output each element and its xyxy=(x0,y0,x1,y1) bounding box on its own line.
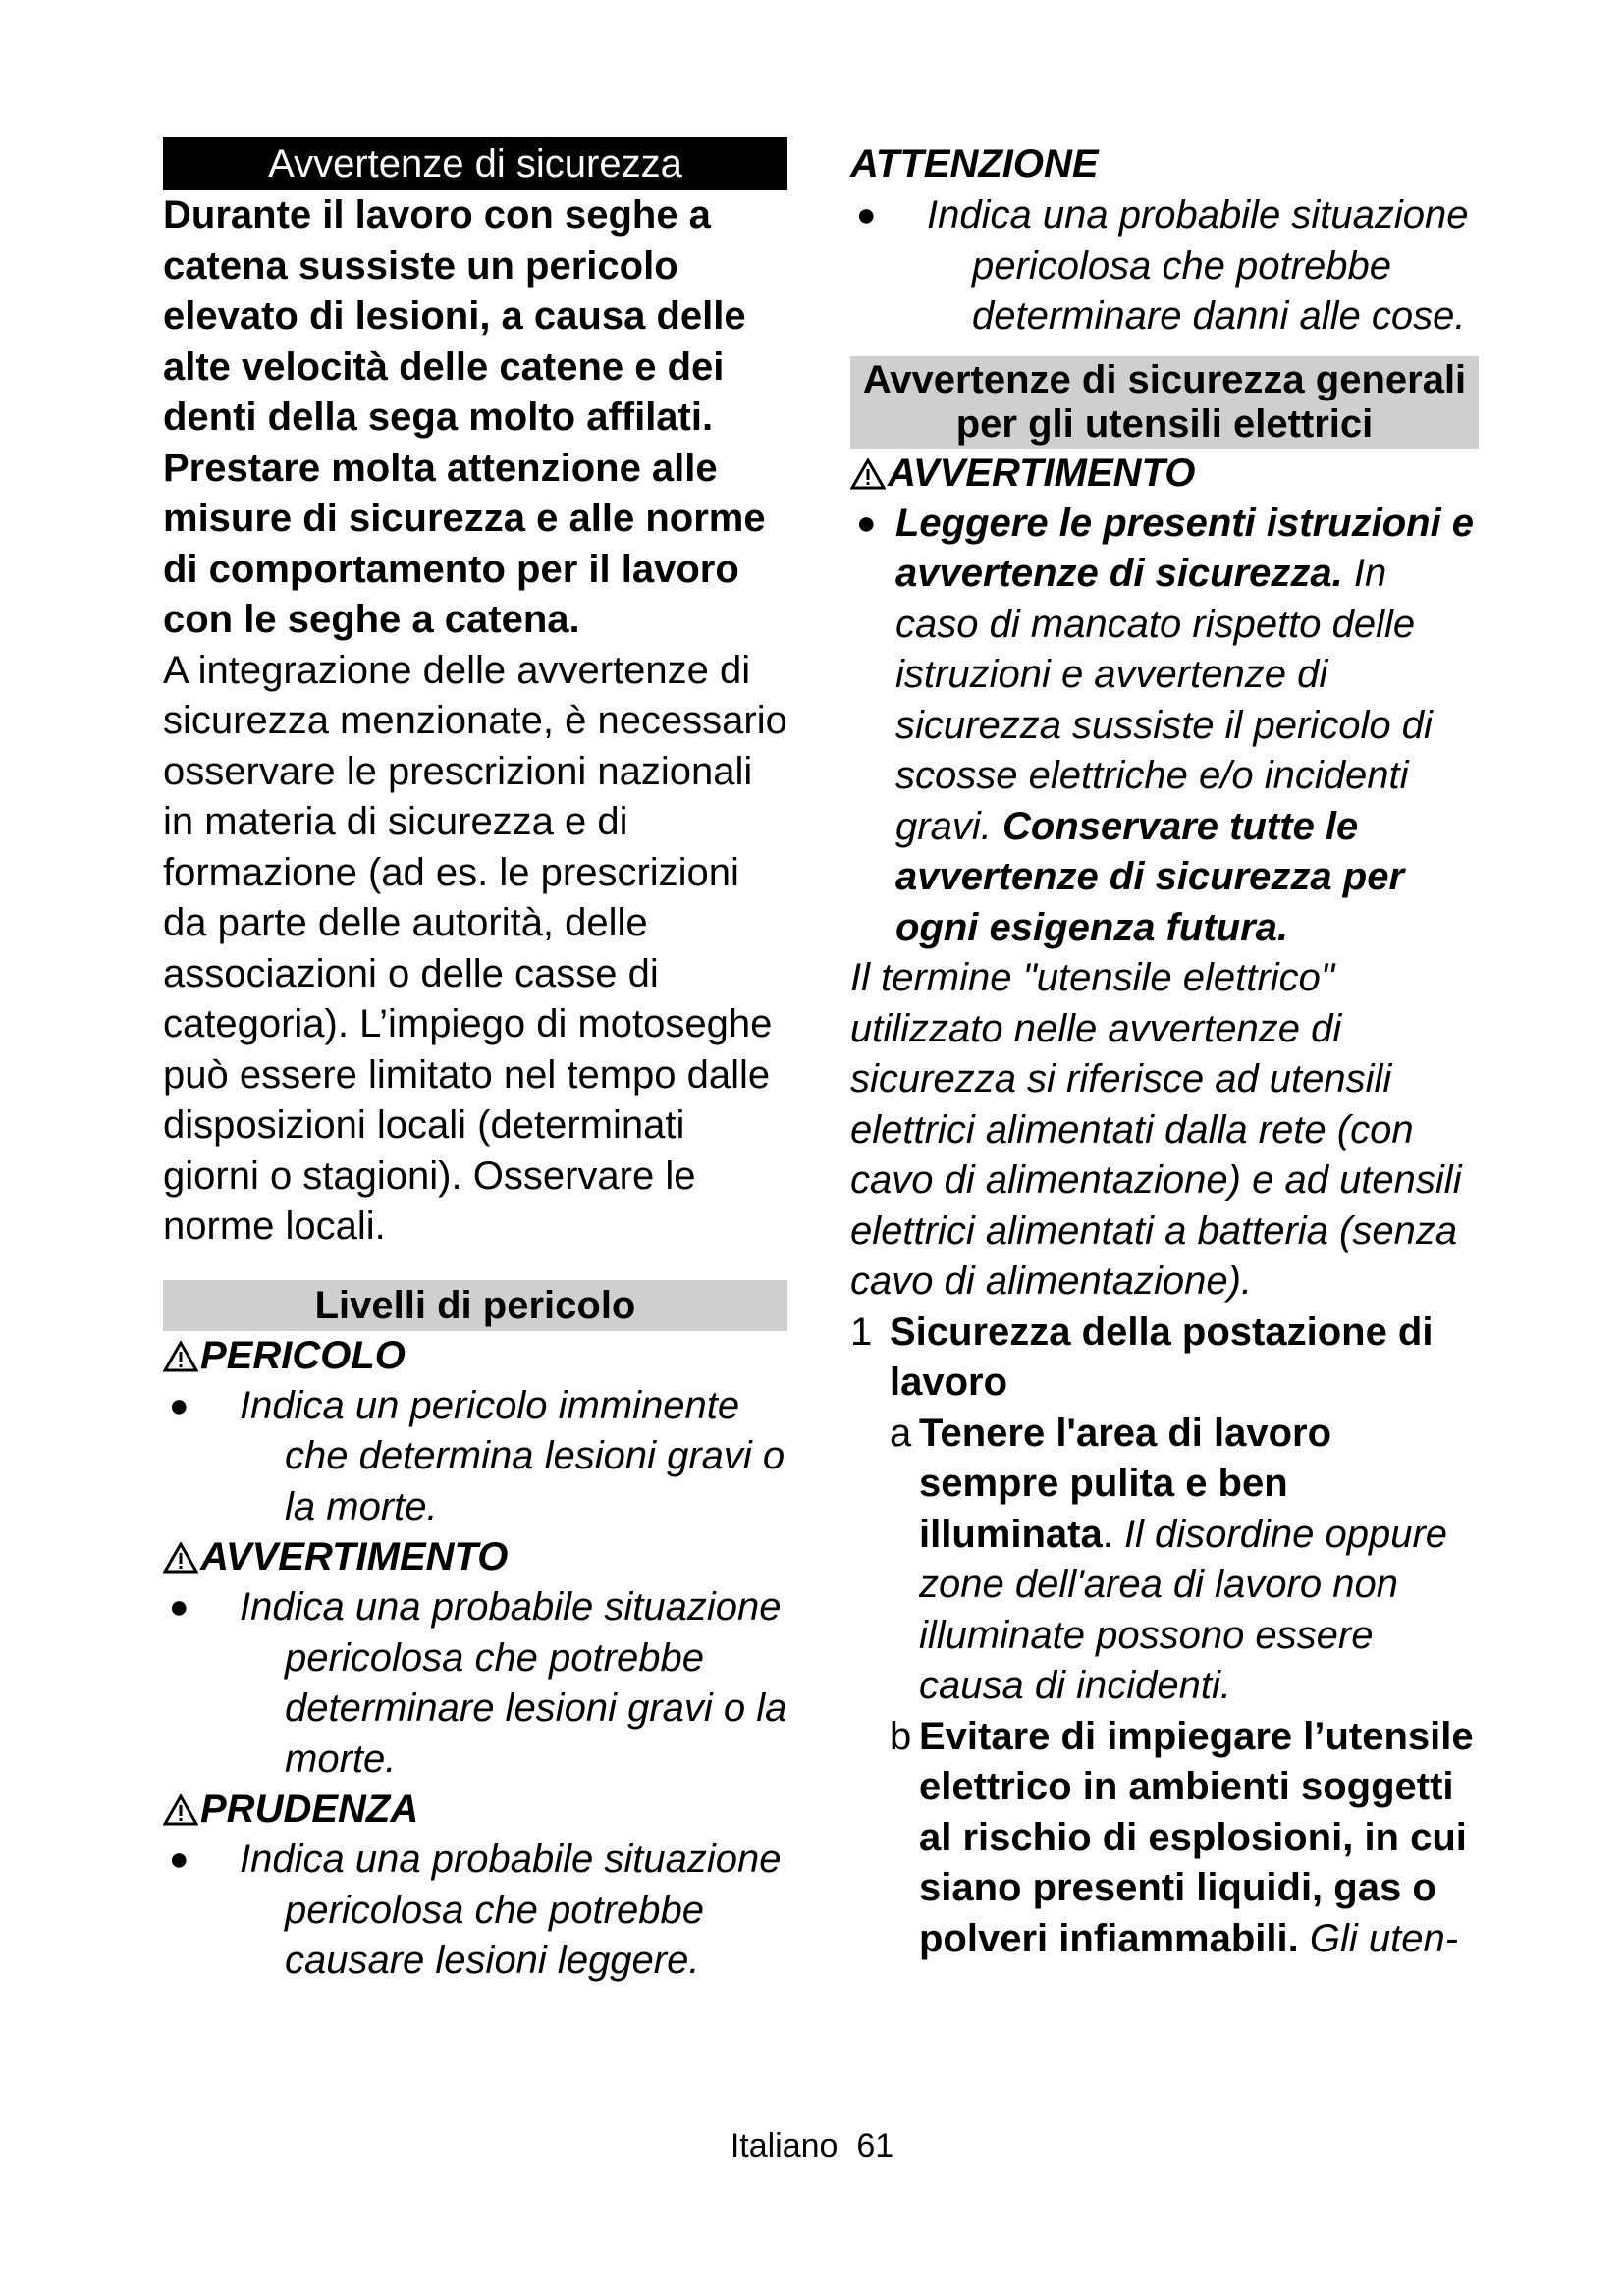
warning-label: AVVERTIMENTO xyxy=(200,1535,509,1578)
page-number: 61 xyxy=(856,2127,894,2164)
general-safety-heading: Avvertenze di sicurezza generali per gli utensili elettrici xyxy=(850,356,1479,449)
danger-level xyxy=(163,1331,787,1533)
caution-level xyxy=(163,1785,787,1987)
warning-triangle-icon xyxy=(163,1341,198,1372)
section-title: Sicurezza della postazione di lavoro xyxy=(890,1309,1434,1404)
item-a: a Tenere l'area di lavoro sempre pulita e ben illuminata. Il disordine oppure zone dell'area di lavoro non illuminate possono essere causa di incidenti. xyxy=(850,1409,1479,1712)
general-warning-label: AVVERTIMENTO xyxy=(888,451,1196,495)
intro-text: A integrazione delle avvertenze di sicurezza menzionate, è necessario osservare le prescrizioni nazionali in materia di sicurezza e di formazione (ad es. le prescrizioni da parte delle autorità, delle associazioni o delle casse di categoria). L’impiego di motoseghe può essere limitato nel tempo dalle disposizioni locali (determinati giorni o stagioni). Osservare le norme locali. xyxy=(163,648,787,1248)
warning-triangle-icon xyxy=(163,1794,198,1826)
item-b-text: Gli uten- xyxy=(1309,1916,1459,1960)
bullet-icon: ● xyxy=(856,504,877,542)
general-warning-text: In caso di mancato rispetto delle istruzioni e avvertenze di sicurezza sussiste il pericolo di scosse elettriche e/o incidenti gravi. xyxy=(895,552,1433,848)
danger-label: PERICOLO xyxy=(200,1333,406,1377)
page-footer xyxy=(0,2126,1624,2165)
bullet-icon: ● xyxy=(169,1841,189,1878)
section-workplace-safety xyxy=(850,1308,1479,1409)
warning-level xyxy=(163,1532,787,1785)
section-number: 1 xyxy=(850,1309,873,1354)
intro-bold-text: Durante il lavoro con seghe a catena sussiste un pericolo elevato di lesioni, a causa delle alte velocità delle catene e dei denti della sega molto affilati. Prestare molta attenzione alle misure di sicurezza e alle norme di comportamento per il lavoro con le seghe a catena. xyxy=(163,193,766,641)
bullet-icon: ● xyxy=(169,1588,189,1626)
safety-heading: Avvertenze di sicurezza xyxy=(163,137,787,190)
bullet-icon: ● xyxy=(169,1386,189,1424)
warning-text: Indica una probabile situazione pericolosa che potrebbe determinare lesioni gravi o la morte. xyxy=(240,1585,787,1781)
item-a-letter: a xyxy=(890,1411,912,1455)
item-b-bold: Evitare di impiegare l’utensile elettrico in ambienti soggetti al rischio di esplosioni, in cui siano presenti liquidi, gas o polveri infiammabili. xyxy=(919,1714,1474,1960)
right-column xyxy=(850,137,1479,1964)
warning-triangle-icon xyxy=(163,1542,198,1574)
footer-language: Italiano xyxy=(730,2127,839,2164)
item-a-bold: Tenere l'area di lavoro sempre pulita e ben illuminata xyxy=(919,1411,1332,1556)
attention-label: ATTENZIONE xyxy=(850,142,1099,186)
bullet-icon: ● xyxy=(856,196,877,234)
caution-text: Indica una probabile situazione pericolosa che potrebbe causare lesioni leggere. xyxy=(240,1838,782,1982)
danger-text: Indica un pericolo imminente che determina lesioni gravi o la morte. xyxy=(240,1383,785,1528)
attention-text: Indica una probabile situazione pericolosa che potrebbe determinare danni alle cose. xyxy=(927,193,1469,338)
item-a-text: Il disordine oppure zone dell'area di lavoro non illuminate possono essere causa di incidenti. xyxy=(919,1512,1448,1707)
general-warning-bold2: Conservare tutte le avvertenze di sicurezza per ogni esigenza futura. xyxy=(895,804,1405,949)
general-warning-bold: Leggere le presenti istruzioni e avvertenze di sicurezza. xyxy=(895,501,1475,595)
term-definition-text: Il termine "utensile elettrico" utilizzato nelle avvertenze di sicurezza si riferisce ad utensili elettrici alimentati dalla rete (con cavo di alimentazione) e ad utensili elettrici alimentati a batteria (senza cavo di alimentazione). xyxy=(850,956,1462,1303)
levels-heading: Livelli di pericolo xyxy=(163,1280,787,1331)
caution-label: PRUDENZA xyxy=(200,1788,419,1831)
item-b-letter: b xyxy=(890,1714,912,1758)
left-column xyxy=(163,137,787,1987)
warning-triangle-icon xyxy=(850,458,886,490)
item-b xyxy=(850,1712,1479,1965)
general-warning-item xyxy=(850,499,1479,954)
